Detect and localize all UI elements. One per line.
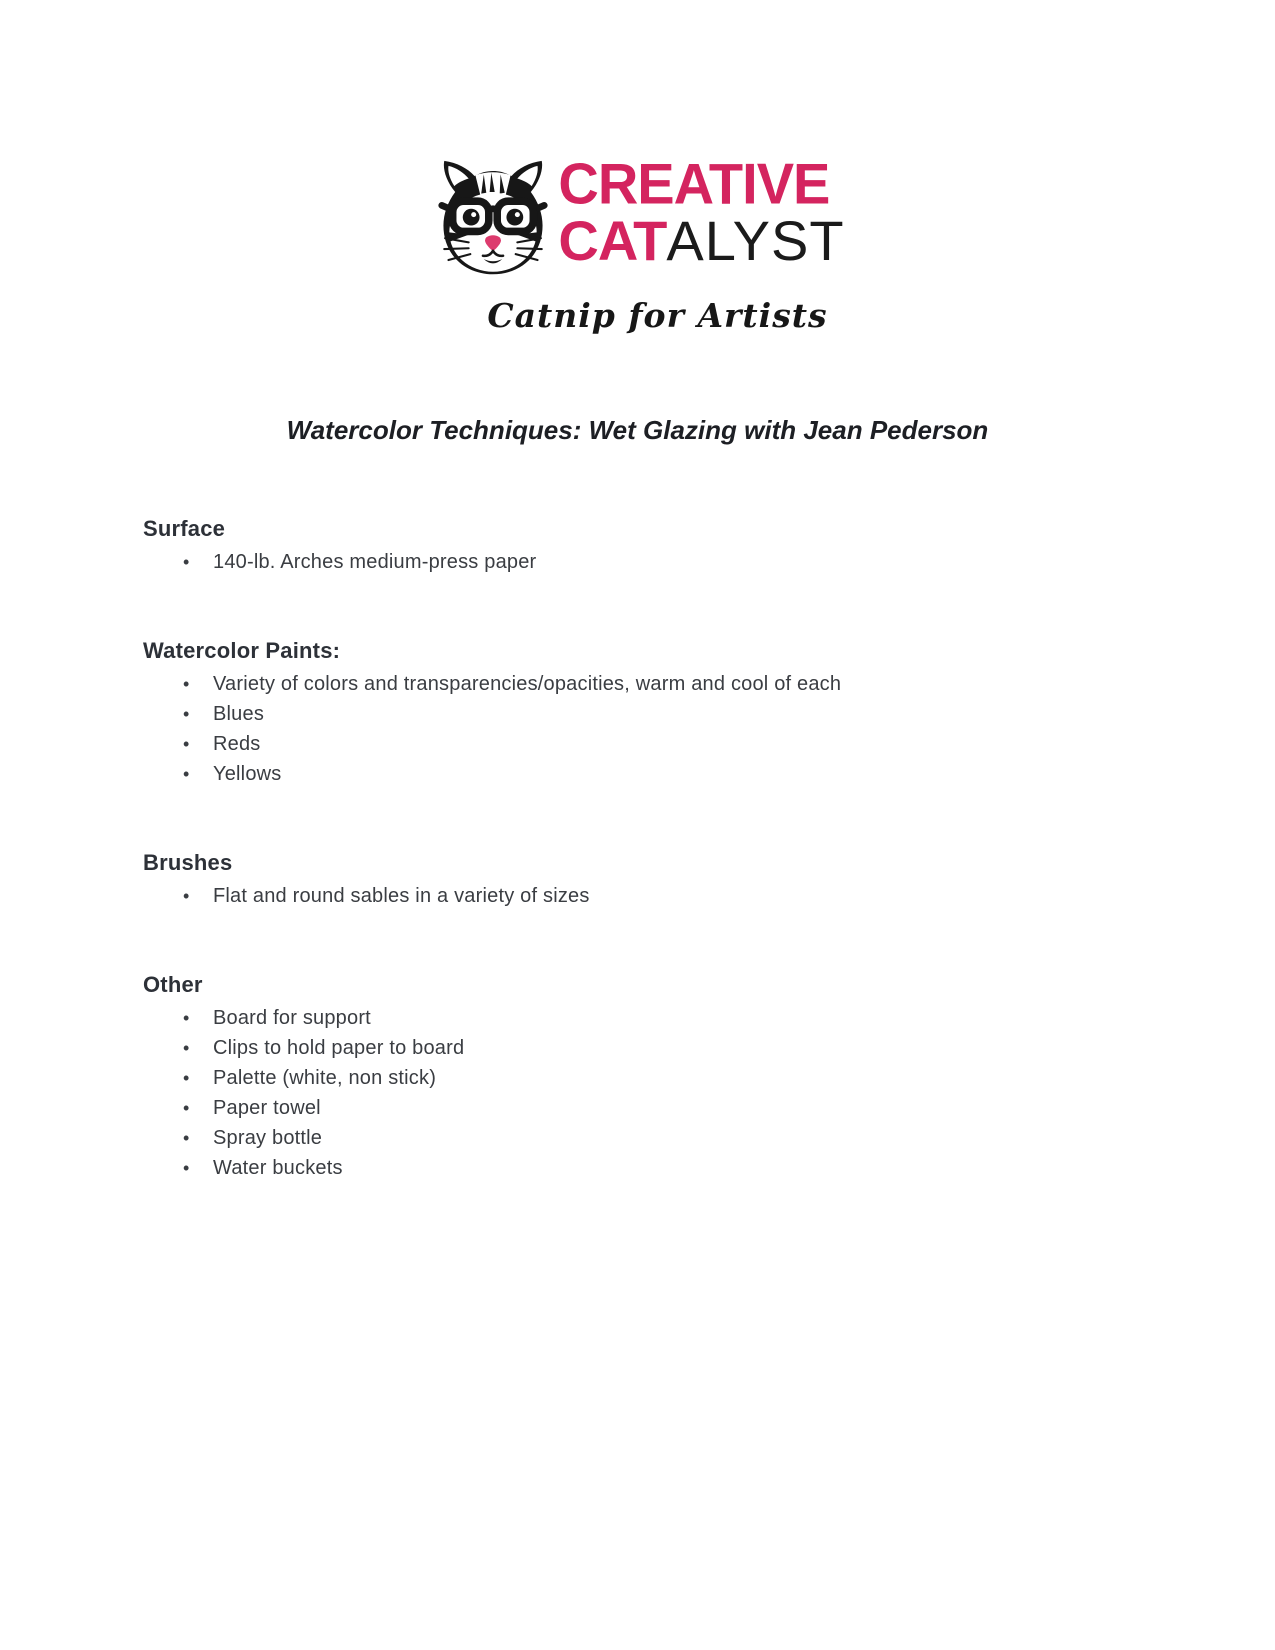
page-title: Watercolor Techniques: Wet Glazing with Jean Pederson [286, 415, 989, 445]
bullet-list [143, 669, 1215, 789]
list-item: • Spray bottle [143, 1123, 1215, 1153]
list-item: • Yellows [143, 759, 1215, 789]
brand-logo [403, 0, 873, 335]
materials-list [143, 516, 1215, 1183]
section-heading: Surface [143, 516, 226, 541]
section-surface [143, 516, 1215, 577]
brand-tagline: Catnip for Artists [487, 296, 828, 335]
list-item: • 140-lb. Arches medium-press paper [143, 547, 1215, 577]
section-heading: Brushes [143, 850, 233, 875]
section-brushes [143, 850, 1215, 911]
logo-row [403, 150, 873, 286]
brand-word-cat: CAT [558, 209, 667, 272]
list-item: • Clips to hold paper to board [143, 1033, 1215, 1063]
brand-word-creative: CREATIVE [558, 151, 830, 216]
brand-wordmark [558, 150, 845, 272]
bullet-list [143, 1003, 1215, 1183]
cat-logo-icon [430, 150, 556, 286]
list-item: • Reds [143, 729, 1215, 759]
brand-word-alyst: ALYST [666, 209, 845, 272]
list-item: • Paper towel [143, 1093, 1215, 1123]
section-watercolor-paints [143, 638, 1215, 789]
section-other [143, 972, 1215, 1183]
section-heading: Watercolor Paints: [143, 638, 341, 663]
brand-word-catalyst [558, 209, 845, 272]
bullet-list [143, 881, 1215, 911]
list-item: • Flat and round sables in a variety of sizes [143, 881, 1215, 911]
list-item: • Board for support [143, 1003, 1215, 1033]
list-item: • Palette (white, non stick) [143, 1063, 1215, 1093]
bullet-list [143, 547, 1215, 577]
list-item: • Variety of colors and transparencies/opacities, warm and cool of each [143, 669, 1215, 699]
list-item: • Water buckets [143, 1153, 1215, 1183]
list-item: • Blues [143, 699, 1215, 729]
section-heading: Other [143, 972, 203, 997]
